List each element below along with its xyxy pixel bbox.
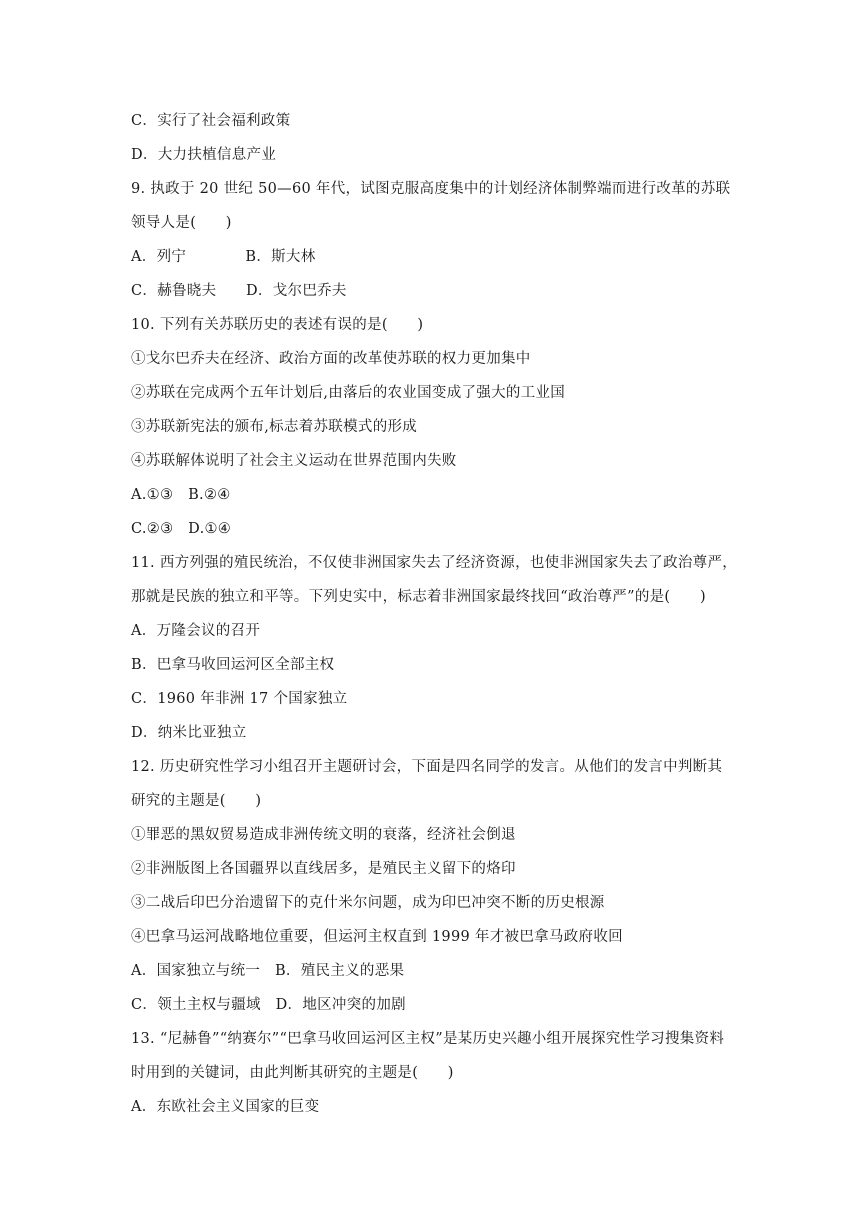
options-ab-q12: A．国家独立与统一 B．殖民主义的恶果 [131, 963, 405, 979]
options-ab-q10: A.①③ B.②④ [131, 487, 231, 503]
question-11-stem-cont: 那就是民族的独立和平等。下列史实中，标志着非洲国家最终找回“政治尊严”的是( ) [131, 589, 706, 605]
options-cd-q10: C.②③ D.①④ [131, 521, 232, 537]
options-ab-q9: A．列宁 B．斯大林 [131, 249, 316, 265]
question-11-stem: 11. 西方列强的殖民统治，不仅使非洲国家失去了经济资源，也使非洲国家失去了政治尊严， [131, 555, 738, 571]
statement-2-q12: ②非洲版图上各国疆界以直线居多，是殖民主义留下的烙印 [131, 861, 516, 877]
option-a-q13: A．东欧社会主义国家的巨变 [131, 1099, 320, 1115]
question-12-stem-cont: 研究的主题是( ) [131, 793, 262, 809]
statement-1-q10: ①戈尔巴乔夫在经济、政治方面的改革使苏联的权力更加集中 [131, 351, 531, 367]
question-9-stem: 9. 执政于 20 世纪 50—60 年代，试图克服高度集中的计划经济体制弊端而进行改革的苏联 [131, 181, 731, 197]
statement-2-q10: ②苏联在完成两个五年计划后,由落后的农业国变成了强大的工业国 [131, 385, 566, 401]
statement-3-q10: ③苏联新宪法的颁布,标志着苏联模式的形成 [131, 419, 418, 435]
question-13-stem-cont: 时用到的关键词，由此判断其研究的主题是( ) [131, 1065, 454, 1081]
question-10-stem: 10. 下列有关苏联历史的表述有误的是( ) [131, 317, 424, 333]
question-9-stem-cont: 领导人是( ) [131, 215, 232, 231]
statement-4-q12: ④巴拿马运河战略地位重要，但运河主权直到 1999 年才被巴拿马政府收回 [131, 929, 623, 945]
option-d-q11: D．纳米比亚独立 [131, 725, 247, 741]
options-cd-q9: C．赫鲁晓夫 D．戈尔巴乔夫 [131, 283, 347, 299]
statement-3-q12: ③二战后印巴分治遗留下的克什米尔问题，成为印巴冲突不断的历史根源 [131, 895, 605, 911]
option-b-q11: B．巴拿马收回运河区全部主权 [131, 657, 335, 673]
option-c-q8: C．实行了社会福利政策 [131, 113, 291, 129]
question-13-stem: 13. “尼赫鲁”“纳赛尔”“巴拿马收回运河区主权”是某历史兴趣小组开展探究性学习搜集资料 [131, 1031, 725, 1047]
options-cd-q12: C．领土主权与疆域 D．地区冲突的加剧 [131, 997, 406, 1013]
statement-1-q12: ①罪恶的黑奴贸易造成非洲传统文明的衰落，经济社会倒退 [131, 827, 516, 843]
statement-4-q10: ④苏联解体说明了社会主义运动在世界范围内失败 [131, 453, 457, 469]
option-c-q11: C．1960 年非洲 17 个国家独立 [131, 691, 348, 707]
option-d-q8: D．大力扶植信息产业 [131, 147, 277, 163]
question-12-stem: 12. 历史研究性学习小组召开主题研讨会，下面是四名同学的发言。从他们的发言中判断其 [131, 759, 723, 775]
option-a-q11: A．万隆会议的召开 [131, 623, 261, 639]
